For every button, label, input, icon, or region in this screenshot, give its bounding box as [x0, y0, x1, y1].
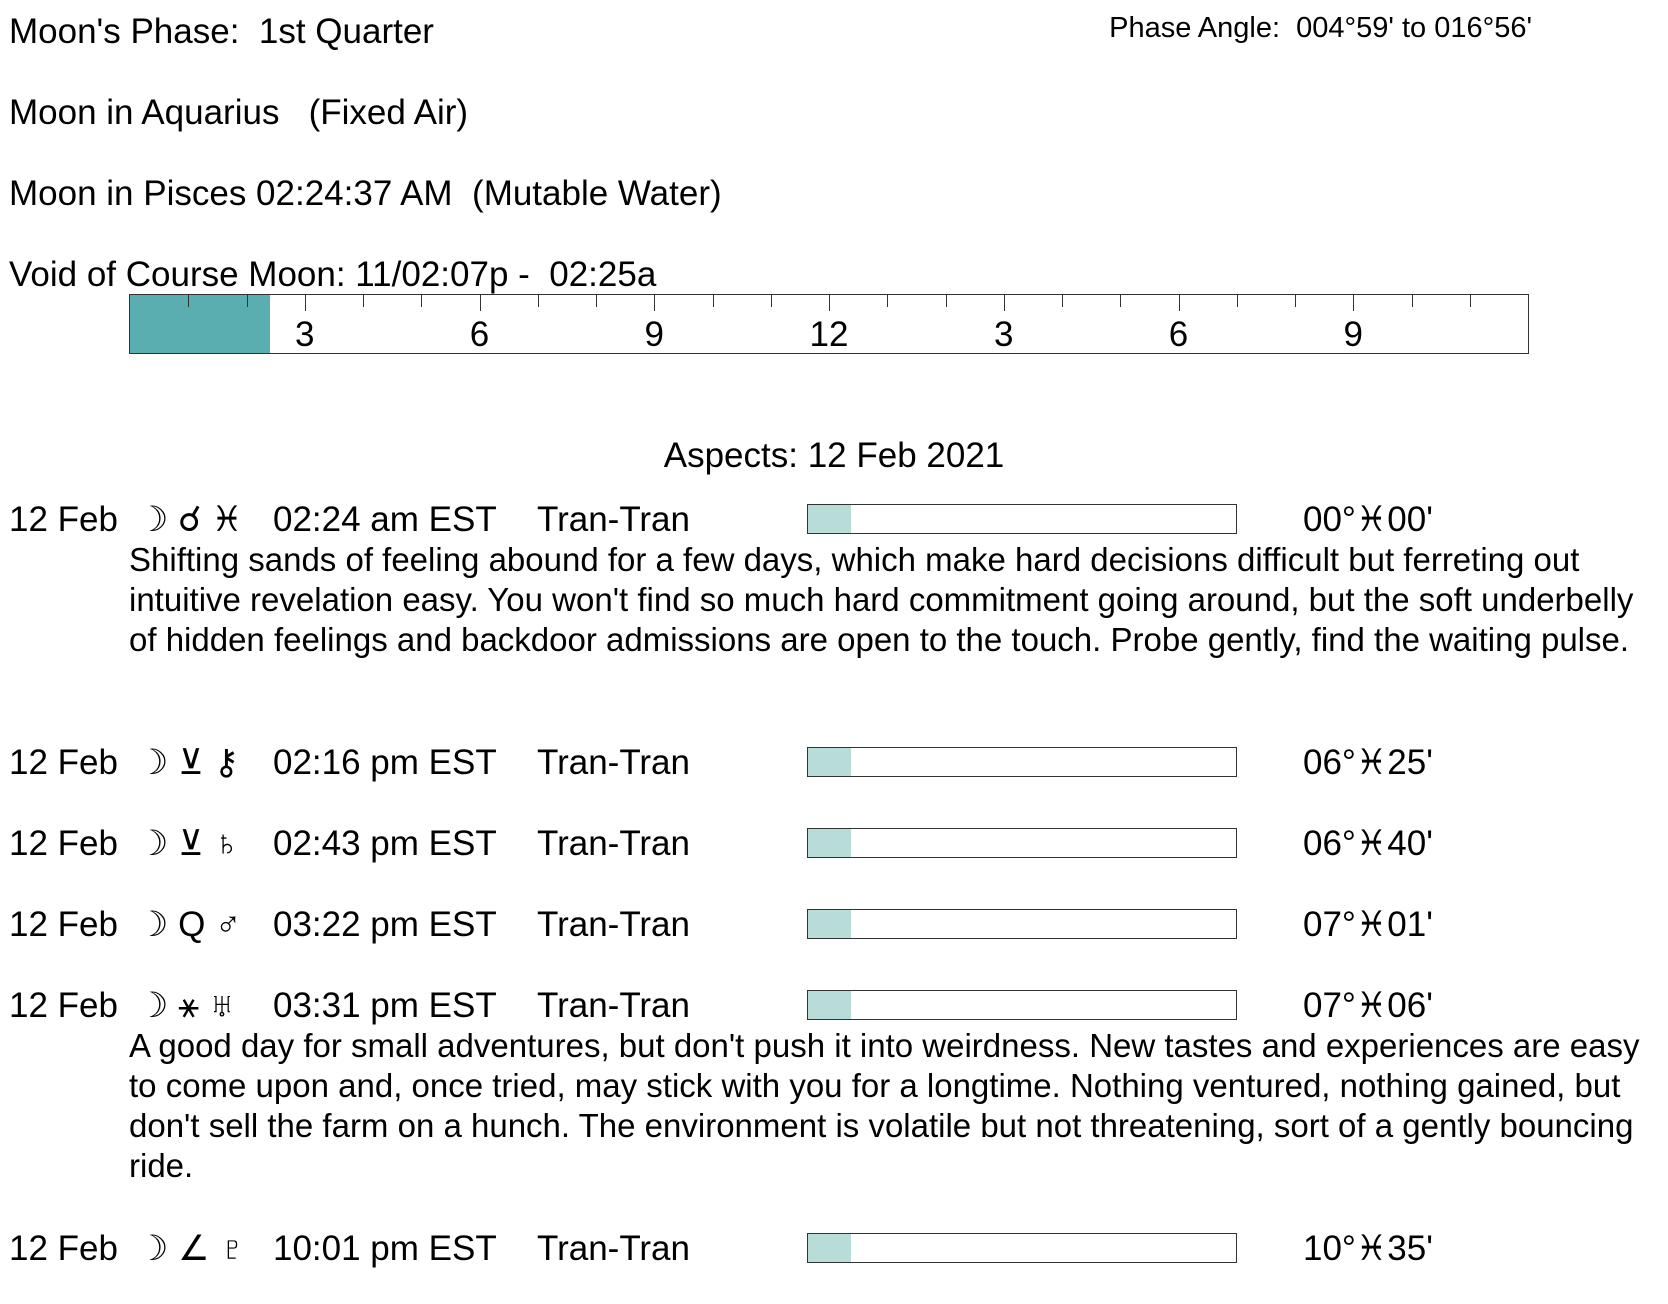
timeline-hour-label: 6	[1168, 315, 1189, 354]
timeline-tick	[1295, 295, 1296, 307]
aspect-time: 03:22 pm EST	[273, 905, 497, 944]
aspect-glyphs: ☽ Q ♂	[137, 905, 242, 944]
aspect-glyphs: ☽ ☌ ♓	[137, 500, 243, 539]
aspect-strength-fill	[808, 1234, 851, 1262]
aspect-date: 12 Feb	[9, 986, 118, 1025]
aspect-position: 10°♓35'	[1303, 1229, 1433, 1268]
timeline-tick	[596, 295, 597, 307]
aspect-time: 02:24 am EST	[273, 500, 497, 539]
aspects-heading: Aspects: 12 Feb 2021	[663, 436, 1005, 475]
aspect-strength-bar	[807, 747, 1237, 777]
timeline-tick	[538, 295, 539, 307]
timeline-tick	[480, 295, 481, 311]
aspect-interpretation: A good day for small adventures, but don't push it into weirdness. New tastes and experiences are easy to come upon and, once tried, may stick with you for a longtime. Nothing ventured, nothing gained, but don't sell the farm on a hunch. The environment is volatile but not threatening, sort of a gently bouncing ride.	[129, 1027, 1640, 1184]
aspect-time: 03:31 pm EST	[273, 986, 497, 1025]
timeline-tick	[1004, 295, 1005, 311]
timeline-tick	[1179, 295, 1180, 311]
aspect-kind: Tran-Tran	[537, 986, 690, 1025]
aspect-glyphs: ☽ ⚹ ♅	[137, 986, 236, 1025]
aspect-time: 02:16 pm EST	[273, 743, 497, 782]
moon-ingress: Moon in Pisces 02:24:37 AM (Mutable Water)	[9, 174, 722, 213]
aspect-position: 00°♓00'	[1303, 500, 1433, 539]
void-of-course: Void of Course Moon: 11/02:07p - 02:25a	[9, 255, 657, 294]
aspect-kind: Tran-Tran	[537, 824, 690, 863]
aspect-date: 12 Feb	[9, 743, 118, 782]
aspect-strength-fill	[808, 505, 851, 533]
aspect-strength-bar	[807, 1233, 1237, 1263]
aspect-strength-fill	[808, 829, 851, 857]
aspect-time: 10:01 pm EST	[273, 1229, 497, 1268]
timeline-hour-label: 3	[295, 315, 315, 354]
aspect-row	[9, 743, 1649, 783]
moon-sign: Moon in Aquarius (Fixed Air)	[9, 93, 469, 132]
timeline-tick	[887, 295, 888, 307]
aspect-glyphs: ☽ ⊻ ⚷	[137, 743, 240, 782]
timeline-hour-label: 6	[469, 315, 490, 354]
timeline-tick	[1237, 295, 1238, 307]
aspect-date: 12 Feb	[9, 905, 118, 944]
aspect-row	[9, 500, 1649, 540]
aspect-strength-bar	[807, 990, 1237, 1020]
aspect-strength-bar	[807, 909, 1237, 939]
aspect-strength-fill	[808, 910, 851, 938]
timeline-hour-label: 3	[994, 315, 1014, 354]
aspect-strength-bar	[807, 828, 1237, 858]
timeline-tick	[305, 295, 306, 311]
aspect-strength-bar	[807, 504, 1237, 534]
aspect-strength-fill	[808, 748, 851, 776]
moon-phase: Moon's Phase: 1st Quarter	[9, 12, 434, 51]
timeline-tick	[1353, 295, 1354, 311]
aspect-glyphs: ☽ ⊻ ♄	[137, 824, 240, 863]
aspect-row	[9, 986, 1649, 1026]
aspect-row	[9, 905, 1649, 945]
timeline-tick	[1470, 295, 1471, 307]
aspect-date: 12 Feb	[9, 500, 118, 539]
aspect-kind: Tran-Tran	[537, 743, 690, 782]
aspect-interpretation: Shifting sands of feeling abound for a few days, which make hard decisions difficult but ferreting out intuitive revelation easy. You won't find so much hard commitment going around, but the soft underbelly of hidden feelings and backdoor admissions are open to the touch. Probe gently, find the waiting pulse.	[129, 541, 1634, 658]
timeline-tick	[713, 295, 714, 307]
aspect-kind: Tran-Tran	[537, 905, 690, 944]
timeline-hour-label: 9	[1343, 315, 1363, 354]
aspect-row	[9, 1229, 1649, 1269]
aspect-kind: Tran-Tran	[537, 1229, 690, 1268]
aspect-position: 07°♓01'	[1303, 905, 1433, 944]
aspect-time: 02:43 pm EST	[273, 824, 497, 863]
timeline-tick	[829, 295, 830, 311]
timeline-tick	[363, 295, 364, 307]
timeline-tick	[188, 295, 189, 307]
timeline-tick	[247, 295, 248, 307]
aspect-position: 06°♓40'	[1303, 824, 1433, 863]
timeline-tick	[1120, 295, 1121, 307]
aspect-date: 12 Feb	[9, 824, 118, 863]
timeline-tick	[1062, 295, 1063, 307]
timeline-tick	[421, 295, 422, 307]
aspect-kind: Tran-Tran	[537, 500, 690, 539]
timeline-hour-label: 9	[644, 315, 664, 354]
timeline-tick	[771, 295, 772, 307]
void-period-fill	[130, 295, 270, 353]
aspect-date: 12 Feb	[9, 1229, 118, 1268]
void-timeline	[129, 294, 1529, 354]
aspect-glyphs: ☽ ∠ ♇	[137, 1229, 246, 1268]
timeline-hour-label: 12	[809, 315, 849, 354]
timeline-tick	[654, 295, 655, 311]
aspect-row	[9, 824, 1649, 864]
aspect-position: 07°♓06'	[1303, 986, 1433, 1025]
aspect-strength-fill	[808, 991, 851, 1019]
timeline-tick	[1412, 295, 1413, 307]
aspect-position: 06°♓25'	[1303, 743, 1433, 782]
phase-angle: Phase Angle: 004°59' to 016°56'	[1109, 12, 1532, 44]
timeline-tick	[946, 295, 947, 307]
